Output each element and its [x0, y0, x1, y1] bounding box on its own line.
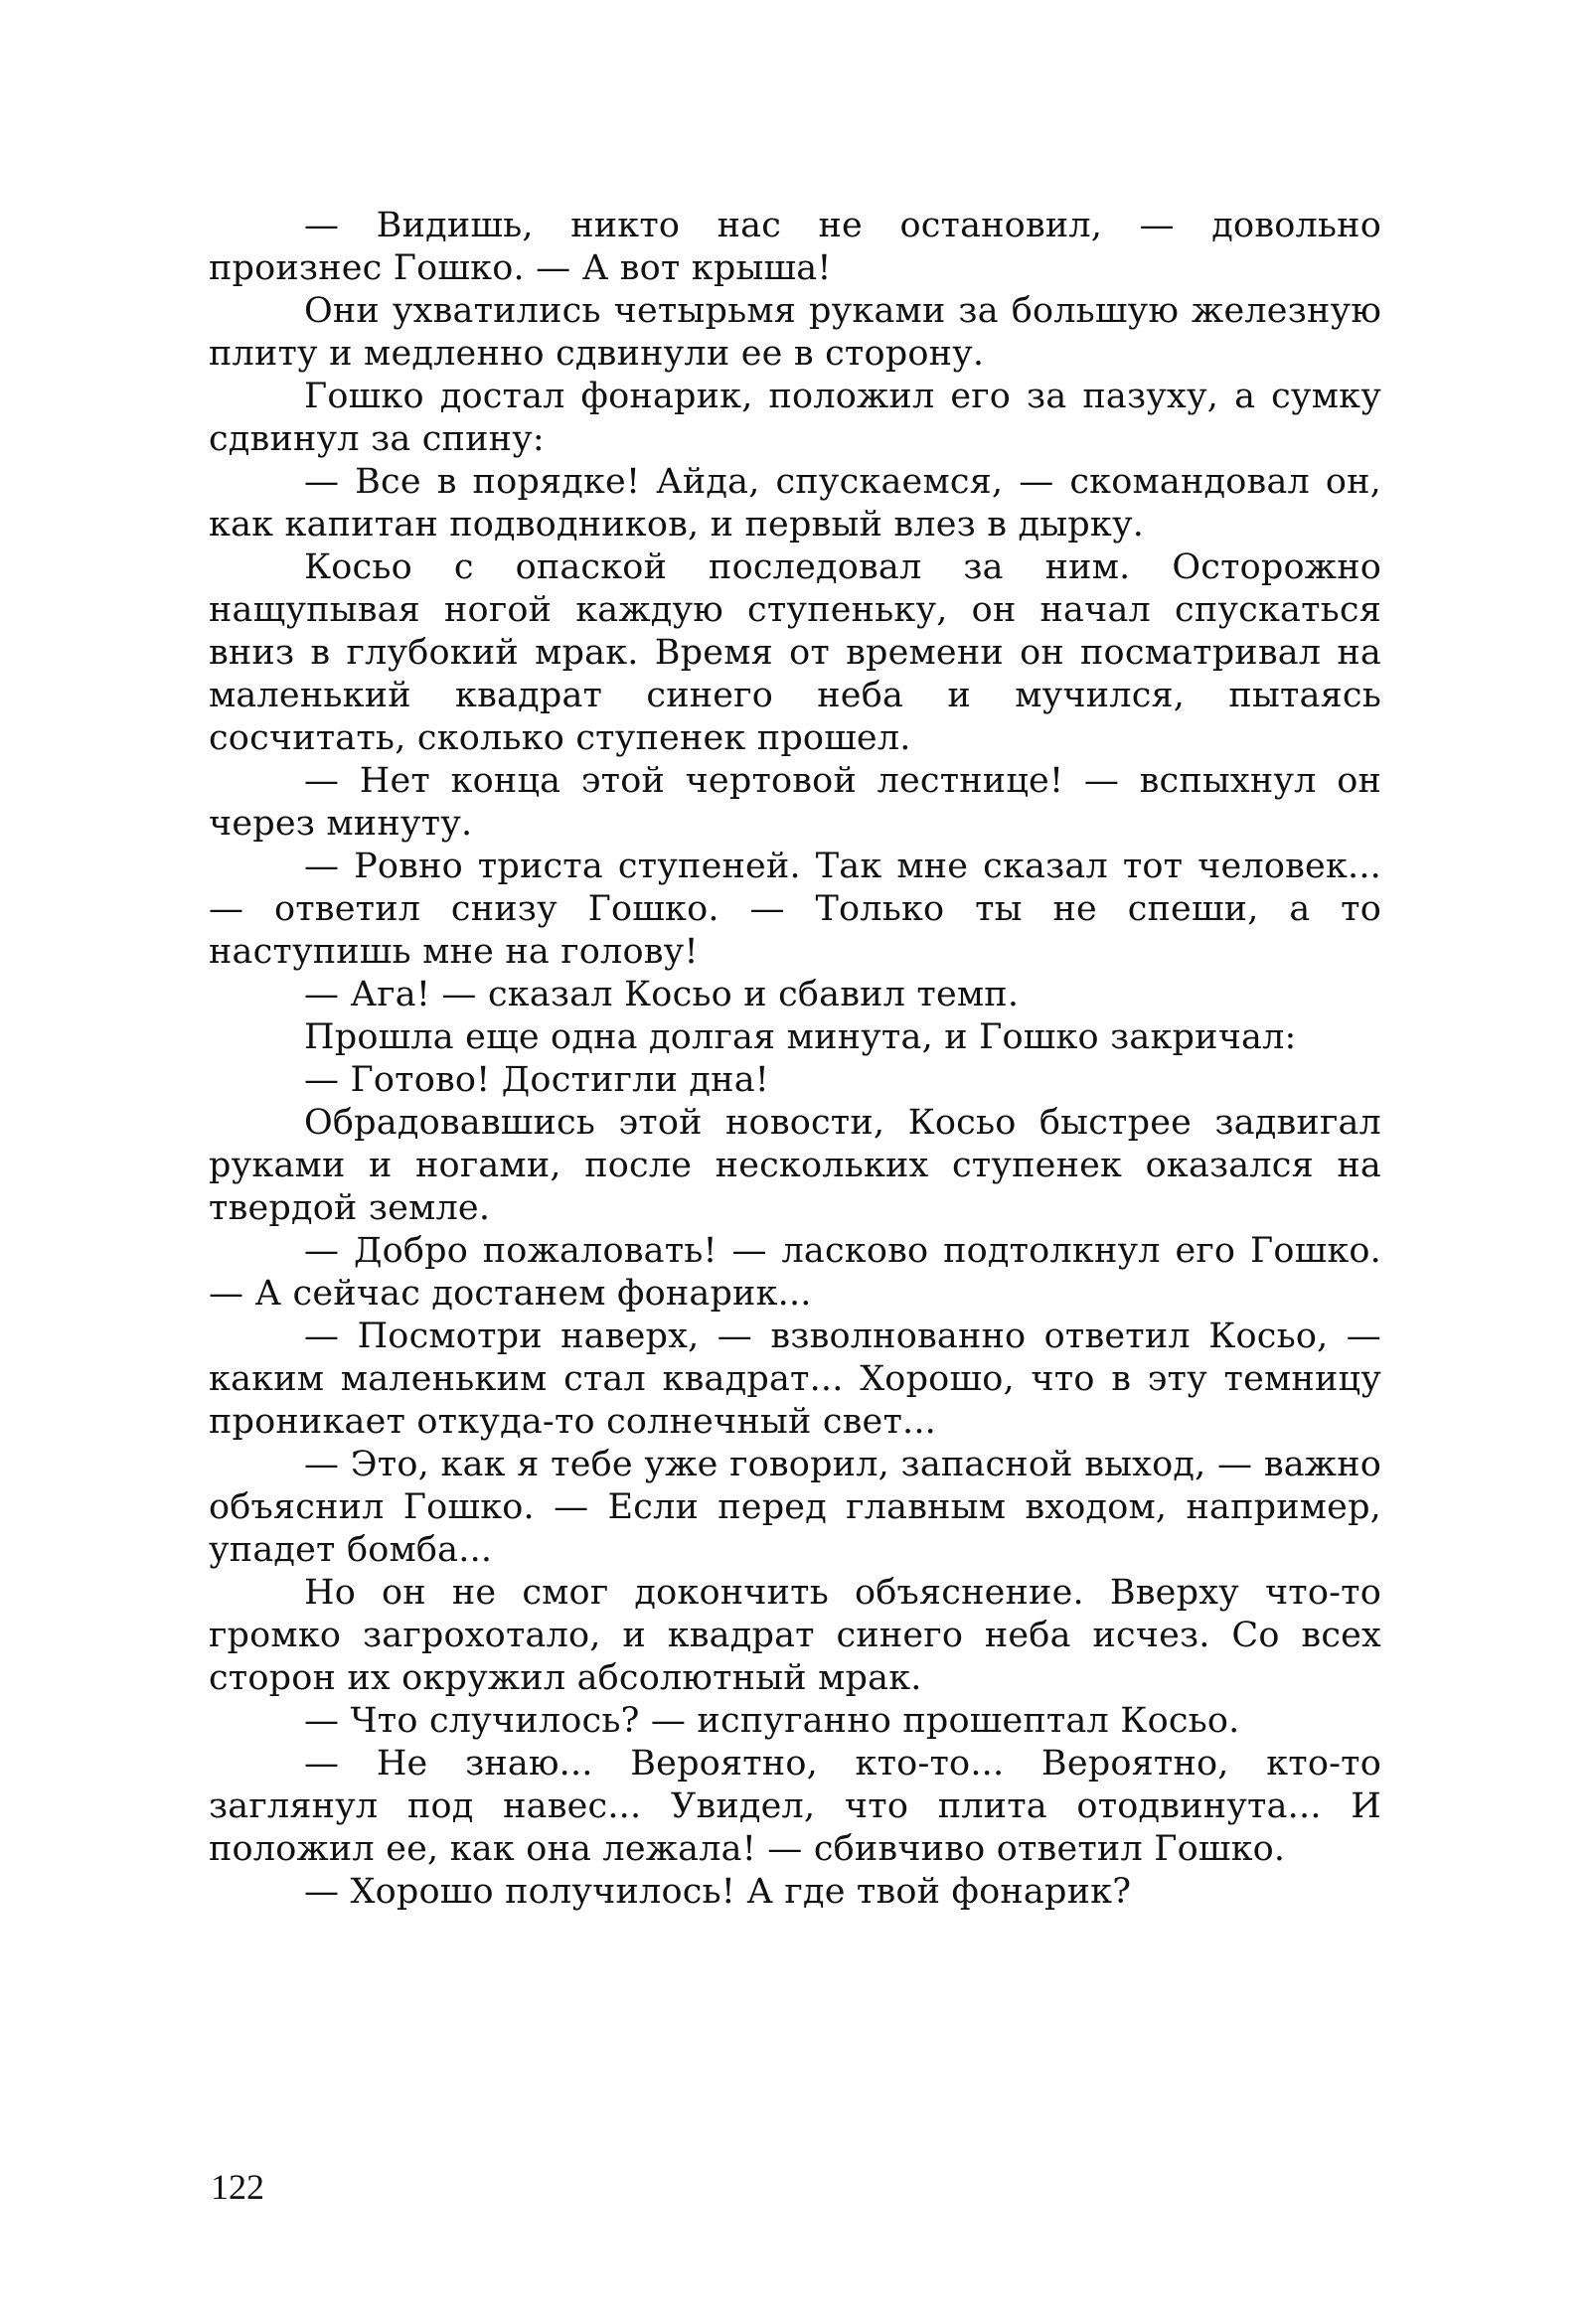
page-number: 122 [211, 2167, 264, 2207]
paragraph: — Не знаю... Вероятно, кто-то... Вероятно, кто-то заглянул под навес... Увидел, что плита отодвинута... И положил ее, как она лежала! — сбивчиво ответил Гошко. [209, 1744, 1381, 1869]
paragraph: — Готово! Достигли дна! [304, 1060, 770, 1100]
paragraph: Гошко достал фонарик, положил его за пазуху, а сумку сдвинул за спину: [209, 377, 1381, 459]
paragraph: Косьо с опаской последовал за ним. Осторожно нащупывая ногой каждую ступеньку, он начал спускаться вниз в глубокий мрак. Время от времени он посматривал на маленький квадрат синего неба и мучился, пытаясь сосчитать, сколько ступенек прошел. [209, 547, 1381, 758]
paragraph: Прошла еще одна долгая минута, и Гошко закричал: [304, 1017, 1297, 1057]
paragraph: — Все в порядке! Айда, спускаемся, — скомандовал он, как капитан подводников, и первый влез в дырку. [209, 462, 1381, 544]
paragraph: — Хорошо получилось! А где твой фонарик? [304, 1872, 1132, 1912]
paragraph: — Ага! — сказал Косьо и сбавил темп. [304, 975, 1020, 1014]
paragraph: Они ухватились четырьмя руками за большую железную плиту и медленно сдвинули ее в сторону. [209, 291, 1381, 374]
paragraph: — Что случилось? — испуганно прошептал Косьо. [304, 1701, 1240, 1741]
paragraph: — Посмотри наверх, — взволнованно ответил Косьо, — каким маленьким стал квадрат... Хорошо, что в эту темницу проникает откуда-то солнечный свет... [209, 1317, 1381, 1442]
paragraph: — Нет конца этой чертовой лестнице! — вспыхнул он через минуту. [209, 761, 1381, 844]
paragraph: Обрадовавшись этой новости, Косьо быстрее задвигал руками и ногами, после нескольких ступенек оказался на твердой земле. [209, 1103, 1381, 1228]
paragraph: — Это, как я тебе уже говорил, запасной выход, — важно объяснил Гошко. — Если перед главным входом, например, упадет бомба... [209, 1445, 1381, 1570]
paragraph: — Ровно триста ступеней. Так мне сказал тот человек... — ответил снизу Гошко. — Только ты не спеши, а то наступишь мне на голову! [209, 847, 1381, 972]
paragraph: — Видишь, никто нас не остановил, — довольно произнес Гошко. — А вот крыша! [209, 206, 1381, 288]
paragraph: Но он не смог докончить объяснение. Вверху что-то громко загрохотало, и квадрат синего неба исчез. Со всех сторон их окружил абсолютный мрак. [209, 1573, 1381, 1698]
body-text [209, 205, 1381, 1914]
paragraph: — Добро пожаловать! — ласково подтолкнул его Гошко. — А сейчас достанем фонарик... [209, 1231, 1381, 1314]
